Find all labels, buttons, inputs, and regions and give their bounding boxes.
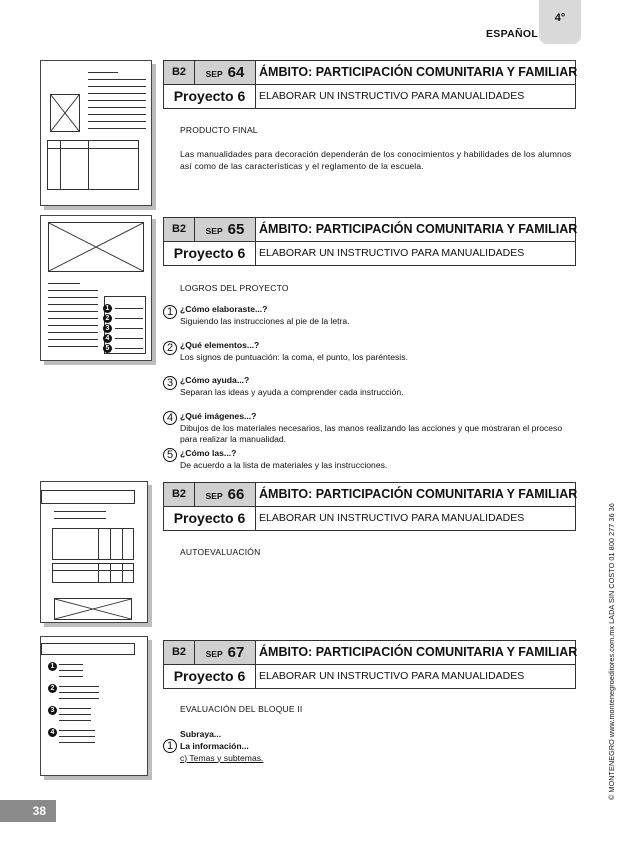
answer-text: c) Temas y subtemas. — [180, 752, 264, 763]
block-label: B2 — [164, 483, 195, 506]
sep-page-label: SEP 66 — [195, 483, 256, 506]
ambito-title: ÁMBITO: PARTICIPACIÓN COMUNITARIA Y FAMILIAR — [259, 645, 578, 659]
question-number-icon: 5 — [163, 448, 177, 462]
sep-page-label: SEP 65 — [195, 218, 256, 241]
thumb-number-icon: 5 — [103, 344, 112, 353]
sep-page-label: SEP 64 — [195, 61, 256, 84]
grade-tab: 4° — [539, 0, 581, 44]
question-number-icon: 1 — [163, 305, 177, 319]
section-heading: PRODUCTO FINAL — [180, 125, 258, 135]
project-title: ELABORAR UN INSTRUCTIVO PARA MANUALIDADES — [259, 90, 525, 102]
image-placeholder-icon — [48, 222, 144, 272]
thumb-number-icon: 3 — [103, 324, 112, 333]
subject-label: ESPAÑOL — [486, 28, 539, 40]
thumb-number-icon: 1 — [48, 662, 57, 671]
thumb-number-icon: 1 — [103, 304, 112, 313]
project-title: ELABORAR UN INSTRUCTIVO PARA MANUALIDADES — [259, 247, 525, 259]
publisher-credit: © MONTENEGRO www.montenegroeditores.com.mx LADA SIN COSTO 01 800 277 36 36 — [607, 503, 616, 800]
question-text: ¿Cómo elaboraste...? — [180, 304, 268, 314]
question-number-icon: 1 — [163, 739, 177, 753]
section-header-67 — [163, 640, 576, 689]
block-label: B2 — [164, 61, 195, 84]
question-text: ¿Cómo las...? — [180, 448, 237, 458]
thumb-number-icon: 4 — [48, 728, 57, 737]
thumb-number-icon: 3 — [48, 706, 57, 715]
image-placeholder-icon — [54, 598, 132, 620]
ambito-title: ÁMBITO: PARTICIPACIÓN COMUNITARIA Y FAMILIAR — [259, 65, 578, 79]
project-title: ELABORAR UN INSTRUCTIVO PARA MANUALIDADES — [259, 512, 525, 524]
project-title: ELABORAR UN INSTRUCTIVO PARA MANUALIDADES — [259, 670, 525, 682]
instruction-text: Subraya... — [180, 729, 222, 739]
answer-text: De acuerdo a la lista de materiales y las instrucciones. — [180, 459, 388, 470]
section-heading: LOGROS DEL PROYECTO — [180, 283, 289, 293]
section-heading: AUTOEVALUACIÓN — [180, 547, 261, 557]
question-number-icon: 4 — [163, 411, 177, 425]
block-label: B2 — [164, 641, 195, 664]
ambito-title: ÁMBITO: PARTICIPACIÓN COMUNITARIA Y FAMILIAR — [259, 487, 578, 501]
question-text: ¿Qué elementos...? — [180, 340, 260, 350]
section-header-64 — [163, 60, 576, 109]
thumb-number-icon: 4 — [103, 334, 112, 343]
sep-page-label: SEP 67 — [195, 641, 256, 664]
section-header-65 — [163, 217, 576, 266]
proyecto-label: Proyecto 6 — [164, 507, 256, 530]
proyecto-label: Proyecto 6 — [164, 665, 256, 688]
thumb-number-icon: 2 — [48, 684, 57, 693]
section-paragraph: Las manualidades para decoración dependerán de los conocimientos y habilidades de los alumnos así como de las características y el reglamento de la escuela. — [180, 149, 572, 171]
question-text: ¿Cómo ayuda...? — [180, 375, 250, 385]
proyecto-label: Proyecto 6 — [164, 242, 256, 265]
proyecto-label: Proyecto 6 — [164, 85, 256, 108]
block-label: B2 — [164, 218, 195, 241]
question-text: ¿Qué imágenes...? — [180, 411, 257, 421]
question-number-icon: 2 — [163, 341, 177, 355]
thumb-number-icon: 2 — [103, 314, 112, 323]
answer-text: Siguiendo las instrucciones al pie de la letra. — [180, 315, 350, 326]
section-heading: EVALUACIÓN DEL BLOQUE II — [180, 704, 303, 714]
question-text: La información... — [180, 741, 249, 751]
page-number: 38 — [0, 800, 56, 822]
answer-text: Los signos de puntuación: la coma, el punto, los paréntesis. — [180, 351, 408, 362]
section-header-66 — [163, 482, 576, 531]
ambito-title: ÁMBITO: PARTICIPACIÓN COMUNITARIA Y FAMILIAR — [259, 222, 578, 236]
answer-text: Separan las ideas y ayuda a comprender cada instrucción. — [180, 386, 404, 397]
answer-text: Dibujos de los materiales necesarios, las manos realizando las acciones y que mostraran el proceso para realizar la manualidad. — [180, 422, 563, 444]
image-placeholder-icon — [50, 94, 80, 132]
question-number-icon: 3 — [163, 376, 177, 390]
